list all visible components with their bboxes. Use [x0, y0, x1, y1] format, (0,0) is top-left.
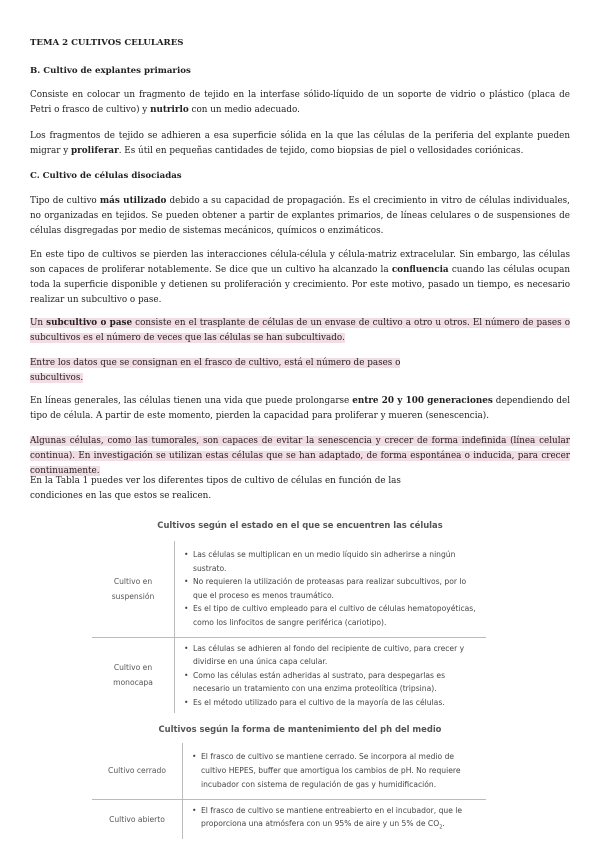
table-2	[92, 743, 486, 839]
highlighted-paragraph-pases: Entre los datos que se consignan en el frasco de cultivo, está el número de pases o subcultivos.	[30, 358, 401, 383]
section-c-paragraph-tabla: En la Tabla 1 puedes ver los diferentes tipos de cultivo de células en función de las condiciones en las que estos se realicen.	[30, 476, 401, 501]
section-b-paragraph-2: Los fragmentos de tejido se adhieren a esa superficie sólida en la que las células de la periferia del explante pueden migrar y proliferar. Es útil en pequeñas cantidades de tejido, como biopsias de piel o vellosidades coriónicas.	[30, 131, 570, 156]
section-c-paragraph-generaciones: En líneas generales, las células tienen una vida que puede prolongarse entre 20 y 100 generaciones dependiendo del tipo de célula. A partir de este momento, pierden la capacidad para proliferar y mueren (senescencia).	[30, 396, 571, 421]
list-item: • Es el tipo de cultivo empleado para el cultivo de células hematopoyéticas, como los linfocitos de sangre periférica (cariotipo).	[193, 602, 480, 629]
table-row	[92, 743, 486, 799]
table-1	[92, 541, 486, 713]
row-label: Cultivo en suspensión	[111, 576, 155, 601]
list-item: • El frasco de cultivo se mantiene entreabierto en el incubador, que le proporciona una atmósfera con un 95% de aire y un 5% de $CO_2$.	[201, 804, 480, 836]
row-label: Cultivo abierto	[92, 799, 183, 839]
table-row	[92, 541, 486, 637]
list-item: • Como las células están adheridas al sustrato, para despegarlas es necesario un tratamiento con una enzima proteolítica (tripsina).	[193, 669, 480, 696]
section-b-heading: B. Cultivo de explantes primarios	[30, 66, 191, 76]
list-item: • Es el método utilizado para el cultivo de la mayoría de las células.	[193, 696, 480, 710]
table-row	[92, 799, 486, 839]
row-label: Cultivo en monocapa	[92, 637, 175, 713]
section-c-paragraph-1: Tipo de cultivo más utilizado debido a su capacidad de propagación. Es el crecimiento in vitro de células individuales, no organizadas en tejidos. Se pueden obtener a partir de explantes primarios, de líneas celulares o de suspensiones de células disgregadas por medio de sistemas mecánicos, químicos o enzimáticos.	[30, 196, 570, 236]
table-row	[92, 637, 486, 713]
document-title: TEMA 2 CULTIVOS CELULARES	[30, 38, 184, 48]
row-content	[175, 637, 487, 713]
section-c-heading: C. Cultivo de células disociadas	[30, 171, 182, 181]
table-1-title: Cultivos según el estado en el que se encuentren las células	[157, 520, 443, 530]
highlighted-paragraph-tumorales: Algunas células, como las tumorales, son capaces de evitar la senescencia y crecer de forma indefinida (línea celular continua). En investigación se utilizan estas células que se han adaptado, de forma espontánea o inducida, para crecer continuamente.	[30, 436, 570, 476]
row-label: Cultivo cerrado	[108, 766, 166, 776]
row-content	[183, 743, 487, 799]
list-item: • Las células se multiplican en un medio líquido sin adherirse a ningún sustrato.	[193, 548, 480, 575]
list-item: • Las células se adhieren al fondo del recipiente de cultivo, para crecer y dividirse en una única capa celular.	[193, 642, 480, 669]
row-content	[175, 541, 487, 637]
highlighted-paragraph-subcultivo: Un subcultivo o pase consiste en el trasplante de células de un envase de cultivo a otro u otros. El número de pases o subcultivos es el número de veces que las células se han subcultivado.	[30, 318, 570, 343]
row-content	[183, 799, 487, 839]
list-item: • No requieren la utilización de proteasas para realizar subcultivos, por lo que el proceso es menos traumático.	[193, 575, 480, 602]
section-c-paragraph-2: En este tipo de cultivos se pierden las interacciones célula-célula y célula-matriz extracelular. Sin embargo, las células son capaces de proliferar notablemente. Se dice que un cultivo ha alcanzado la confluencia cuando las células ocupan toda la superficie disponible y detienen su proliferación y crecimiento. Por este motivo, pasado un tiempo, es necesario realizar un subcultivo o pase.	[30, 250, 570, 305]
list-item: • El frasco de cultivo se mantiene cerrado. Se incorpora al medio de cultivo HEPES, buffer que amortigua los cambios de pH. No requiere incubador con sistema de regulación de gas y humidificación.	[201, 750, 480, 791]
section-b-paragraph-1: Consiste en colocar un fragmento de tejido en la interfase sólido-líquido de un soporte de vidrio o plástico (placa de Petri o frasco de cultivo) y nutrirlo con un medio adecuado.	[30, 90, 570, 115]
table-2-title: Cultivos según la forma de mantenimiento del ph del medio	[158, 724, 442, 734]
